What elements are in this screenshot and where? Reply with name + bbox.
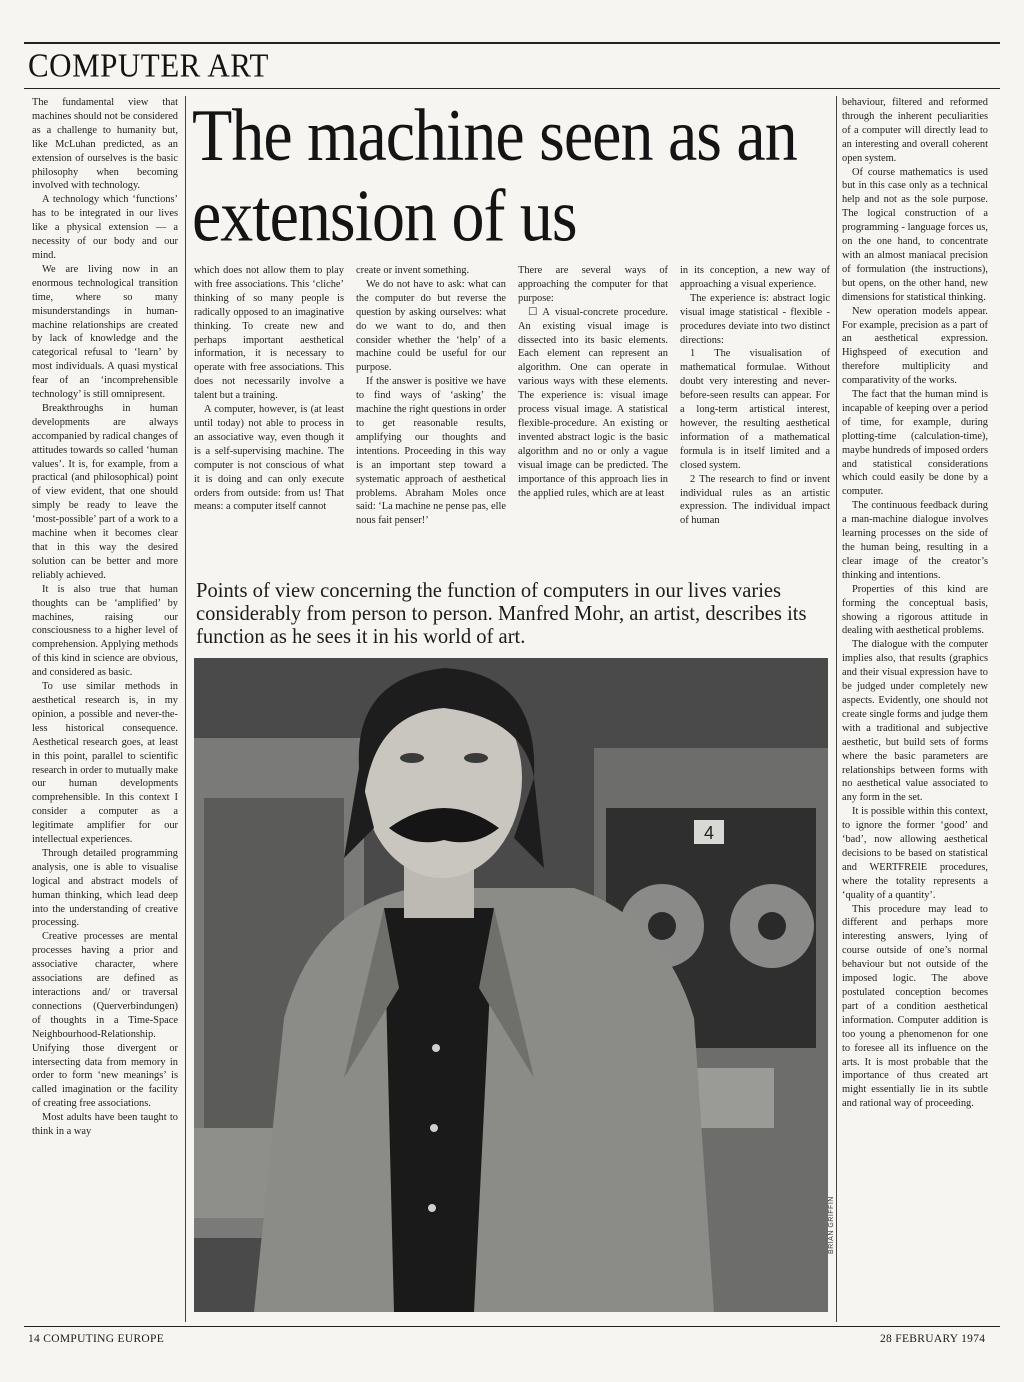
column-2 [194, 264, 344, 574]
paragraph: To use similar methods in aesthetical research is, in my opinion, a possible and never-the-less historical consequence. Aesthetical research goes, at least in this point, parallel to scientific research in order to mutually make our human developments comprehensible. In this context I consider a computer as a legitimate amplifier for our intellectual experiences. [32, 681, 178, 846]
paragraph: It is also true that human thoughts can be ‘amplified’ by machines, raising our consciousness to a higher level of comprehension. Applying methods of this kind in science are obvious, and considered as basic. [32, 583, 178, 679]
column-6 [842, 96, 988, 1322]
headline: The machine seen as an extension of us [192, 94, 797, 258]
footer-date: 28 FEBRUARY 1974 [880, 1333, 986, 1345]
paragraph: The fact that the human mind is incapable of keeping over a period of time, for example, during plotting-time (calculation-time), maybe hundreds of imposed orders and statistical considerations which could easily be done by a computer. [842, 389, 988, 498]
column-3 [356, 264, 506, 574]
machine-label: 4 [703, 823, 715, 843]
paragraph: which does not allow them to play with free associations. This ‘cliche’ thinking of so many people is radically opposed to an imaginative thinking. To create new and perhaps important aesthetical information, it is necessary to operate with free associations. This does not necessarily involve a talent but a training. [194, 265, 344, 402]
paragraph: Properties of this kind are forming the conceptual basis, showing a rigorous attitude in dealing with aesthetical problems. [842, 583, 988, 637]
paragraph: It is possible within this context, to ignore the former ‘good’ and ‘bad’, now allowing aesthetical decisions to be based on statistical and WERTFREIE procedures, where the totality represents a ‘quality of a quantity’. [842, 806, 988, 901]
paragraph: Through detailed programming analysis, one is able to visualise logical and abstract models of human thinking, which lead deep into the understanding of creative processing. [32, 847, 178, 929]
portrait-photo [194, 658, 828, 1312]
paragraph: A technology which ‘functions’ has to be integrated in our lives like a physical extension — a necessity of our body and our mind. [32, 194, 178, 261]
paragraph: create or invent something. [356, 265, 470, 276]
footer-publication: 14 COMPUTING EUROPE [28, 1333, 165, 1345]
bottom-rule [24, 1326, 1000, 1327]
paragraph: 1 The visualisation of mathematical formulae. Without doubt very interesting and never-before-seen results can appear. For a long-term artistical interest, however, the resulting aesthetical information of a mathematical formula is in itself limited and a closed system. [680, 348, 830, 471]
paragraph: The experience is: abstract logic visual image statistical - flexible - procedures deviate into two distinct directions: [680, 292, 830, 346]
column-5 [680, 264, 830, 574]
paragraph: If the answer is positive we have to find ways of ‘asking’ the machine the right questions in order to get reasonable results, amplifying our thoughts and intentions. Proceeding in this way is an important step toward a systematic approach of aesthetical problems. Abraham Moles once said: ‘La machine ne pense pas, elle nous fait penser!’ [356, 376, 506, 527]
paragraph: A computer, however, is (at least until today) not able to process in an associative way, even though it is a self-supervising machine. The computer is not conscious of what it is doing and can only execute orders from outside: from us! That means: a computer itself cannot [194, 404, 344, 513]
paragraph: This procedure may lead to different and perhaps more interesting answers, lying of course outside of one’s normal behaviour but not outside of the imposed logic. The above postulated conception becomes part of a condition aesthetical information. Computer addition is too young a phenomenon for one to foresee all its influence on the arts. It is most probable that the importance of thus created art might essentially lie in its subtle and rational way of proceeding. [842, 903, 988, 1110]
column-1 [32, 96, 178, 1322]
paragraph: 2 The research to find or invent individual rules as an artistic expression. The individual impact of human [680, 473, 830, 527]
paragraph: There are several ways of approaching the computer for that purpose: [518, 265, 668, 304]
paragraph: New operation models appear. For example, precision as a part of an aesthetical expression. Highspeed of execution and therefore multiplicity and comparativity of the works. [842, 305, 988, 387]
section-label: COMPUTER ART [28, 46, 269, 84]
paragraph: The dialogue with the computer implies also, that results (graphics and their visual expression have to be judged under completely new aspects. Evidently, one should not create single forms and judge them with a traditional and subjective aesthetic, but build sets of forms where the basic parameters are relationships between forms with no aesthetical value associated to any form in the set. [842, 639, 988, 804]
paragraph: ☐ A visual-concrete procedure. An existing visual image is dissected into its basic elements. Each element can represent an algorithm. One can operate in various ways with these elements. The experience is: visual image process visual image. A statistical flexible-procedure. An existing or invented abstract logic is the basic algorithm and no or only a vague visual image can be predicted. The importance of this approach lies in the applied rules, which are at least [518, 306, 668, 499]
paragraph: The continuous feedback during a man-machine dialogue involves learning processes on the side of the human being, resulting in a clear image of the creator’s thinking and intentions. [842, 500, 988, 581]
section-rule [24, 88, 1000, 89]
paragraph: The fundamental view that machines should not be considered as a challenge to humanity but, like McLuhan predicted, as an extension of ourselves is the basic philosophy when becoming involved with technology. [32, 97, 178, 192]
paragraph: in its conception, a new way of approaching a visual experience. [680, 265, 830, 290]
paragraph: We are living now in an enormous technological transition time, where so many misunderstandings in human-machine relationships are created by lack of knowledge and the categorical refusal to ‘learn’ by most individuals. A quasi mystical fear of an ‘incomprehensible technology’ is still omnipresent. [32, 263, 178, 401]
column-divider [836, 96, 837, 1322]
photo-illustration [194, 658, 828, 1312]
photo-credit: BRIAN GRIFFIN [828, 1196, 835, 1254]
paragraph: Creative processes are mental processes having a prior and associative character, where associations are defined as interactions and/ or traversal connections (Querverbindungen) of thoughts in a Time-Space Neighbourhood-Relationship. Unifying those divergent or intersecting data from memory in order to form ‘new meanings’ is called imagination or the facility of creating free associations. [32, 931, 178, 1110]
column-divider [185, 96, 186, 1322]
paragraph: Most adults have been taught to think in a way [32, 1112, 178, 1138]
paragraph: behaviour, filtered and reformed through the inherent peculiarities of a computer will directly lead to an interesting and overall coherent open system. [842, 97, 988, 164]
paragraph: Breakthroughs in human developments are always accompanied by radical changes of attitudes towards so called ‘human values’. It is, for example, from a practical (and philosophical) point of view evident, that one should simply be ready to leave the ‘most-possible’ part of a work to a machine when it becomes clear that in this way the desired solution can be better and more reliably achieved. [32, 402, 178, 581]
standfirst: Points of view concerning the function of computers in our lives varies considerably from person to person. Manfred Mohr, an artist, describes its function as he sees it in his world of art. [196, 580, 807, 648]
paragraph: Of course mathematics is used but in this case only as a technical help and not as the sole purpose. The logical construction of a programming - language forces us, on the one hand, to concentrate with an almost maniacal precision of formulation (the instructions), but opens, on the other hand, new dimensions for statistical thinking. [842, 166, 988, 303]
paragraph: We do not have to ask: what can the computer do but reverse the question by asking ourselves: what do we want to do, and then consider whether the ‘help’ of a machine could be useful for our purpose. [356, 278, 506, 374]
column-4 [518, 264, 668, 574]
